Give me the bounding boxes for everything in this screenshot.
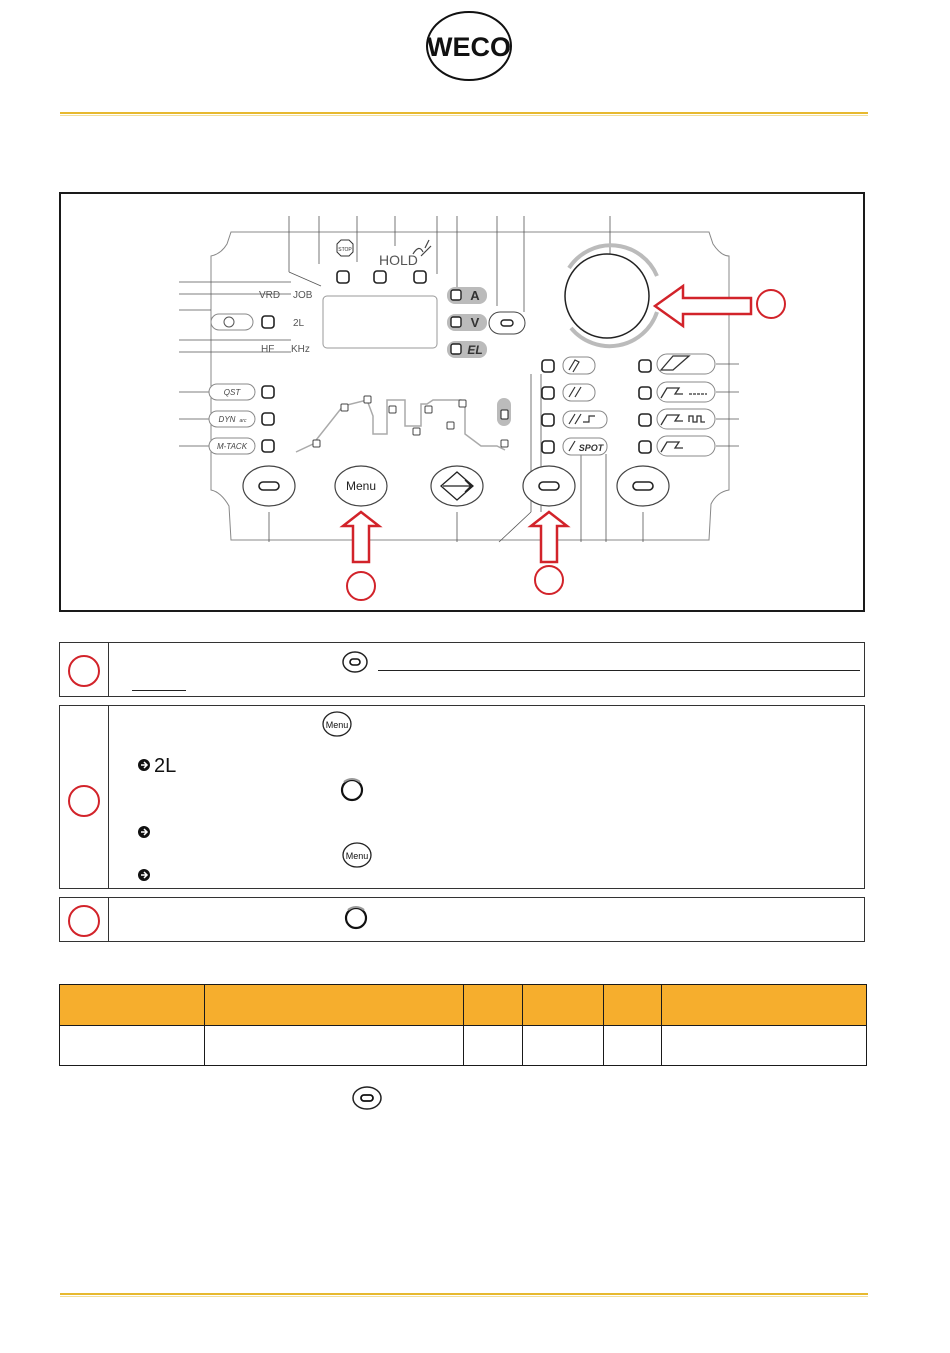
parameter-table bbox=[59, 984, 867, 1066]
qst-label: QST bbox=[223, 388, 241, 397]
table-cell bbox=[464, 1026, 523, 1066]
job-label: JOB bbox=[293, 290, 313, 301]
step-1-marker bbox=[68, 655, 100, 687]
spot-label: SPOT bbox=[578, 443, 604, 453]
menu-button-icon-2 bbox=[342, 842, 372, 868]
table-cell bbox=[523, 1026, 604, 1066]
step-2-box bbox=[59, 705, 865, 889]
mtack-label: M-TACK bbox=[216, 442, 248, 451]
step-2-marker bbox=[68, 785, 100, 817]
encoder-knob-icon-2 bbox=[342, 904, 370, 932]
top-rule bbox=[60, 112, 868, 114]
step-3-marker bbox=[68, 905, 100, 937]
step-2-number-cell bbox=[60, 706, 109, 888]
control-panel-diagram bbox=[59, 192, 865, 612]
2l-indicator-text: 2L bbox=[154, 755, 177, 776]
encoder-knob-icon bbox=[338, 776, 366, 804]
table-header-cell bbox=[205, 985, 464, 1026]
table-header-cell bbox=[60, 985, 205, 1026]
amp-label: A bbox=[470, 288, 480, 303]
menu-button-icon bbox=[322, 711, 352, 737]
table-cell bbox=[205, 1026, 464, 1066]
arrow-bullet-icon bbox=[136, 824, 152, 840]
khz-label: KHz bbox=[291, 344, 310, 355]
step-1-underline bbox=[378, 670, 860, 671]
table-cell bbox=[60, 1026, 205, 1066]
table-cell bbox=[604, 1026, 662, 1066]
menu-label: Menu bbox=[345, 479, 377, 493]
table-cell bbox=[662, 1026, 867, 1066]
table-header-cell bbox=[464, 985, 523, 1026]
2l-indicator-icon bbox=[136, 754, 192, 776]
bottom-rule bbox=[60, 1293, 868, 1295]
hf-label: HF bbox=[261, 344, 275, 355]
logo-text: WECO bbox=[427, 32, 511, 62]
stop-icon-label: STOP bbox=[338, 247, 352, 253]
menu-icon-text: Menu bbox=[325, 720, 349, 730]
table-row bbox=[60, 1026, 867, 1066]
volt-label: V bbox=[470, 315, 480, 330]
table-header-row bbox=[60, 985, 867, 1026]
step-1-underline-short bbox=[132, 690, 186, 691]
table-header-cell bbox=[604, 985, 662, 1026]
step-1-number-cell bbox=[60, 643, 109, 696]
oval-button-icon bbox=[342, 651, 368, 673]
table-header-cell bbox=[523, 985, 604, 1026]
2l-label: 2L bbox=[293, 318, 305, 329]
oval-button-icon-footer bbox=[352, 1086, 382, 1110]
hold-label: HOLD bbox=[379, 252, 418, 268]
weco-logo bbox=[424, 10, 514, 82]
menu-icon-text-2: Menu bbox=[345, 851, 369, 861]
dyn-sub-label: arc bbox=[239, 418, 247, 424]
step-3-box bbox=[59, 897, 865, 942]
el-label: EL bbox=[467, 343, 483, 357]
dyn-label: DYN bbox=[218, 415, 236, 424]
vrd-label: VRD bbox=[259, 290, 281, 301]
step-1-box bbox=[59, 642, 865, 697]
table-header-cell bbox=[662, 985, 867, 1026]
arrow-bullet-icon-2 bbox=[136, 867, 152, 883]
step-3-number-cell bbox=[60, 898, 109, 941]
